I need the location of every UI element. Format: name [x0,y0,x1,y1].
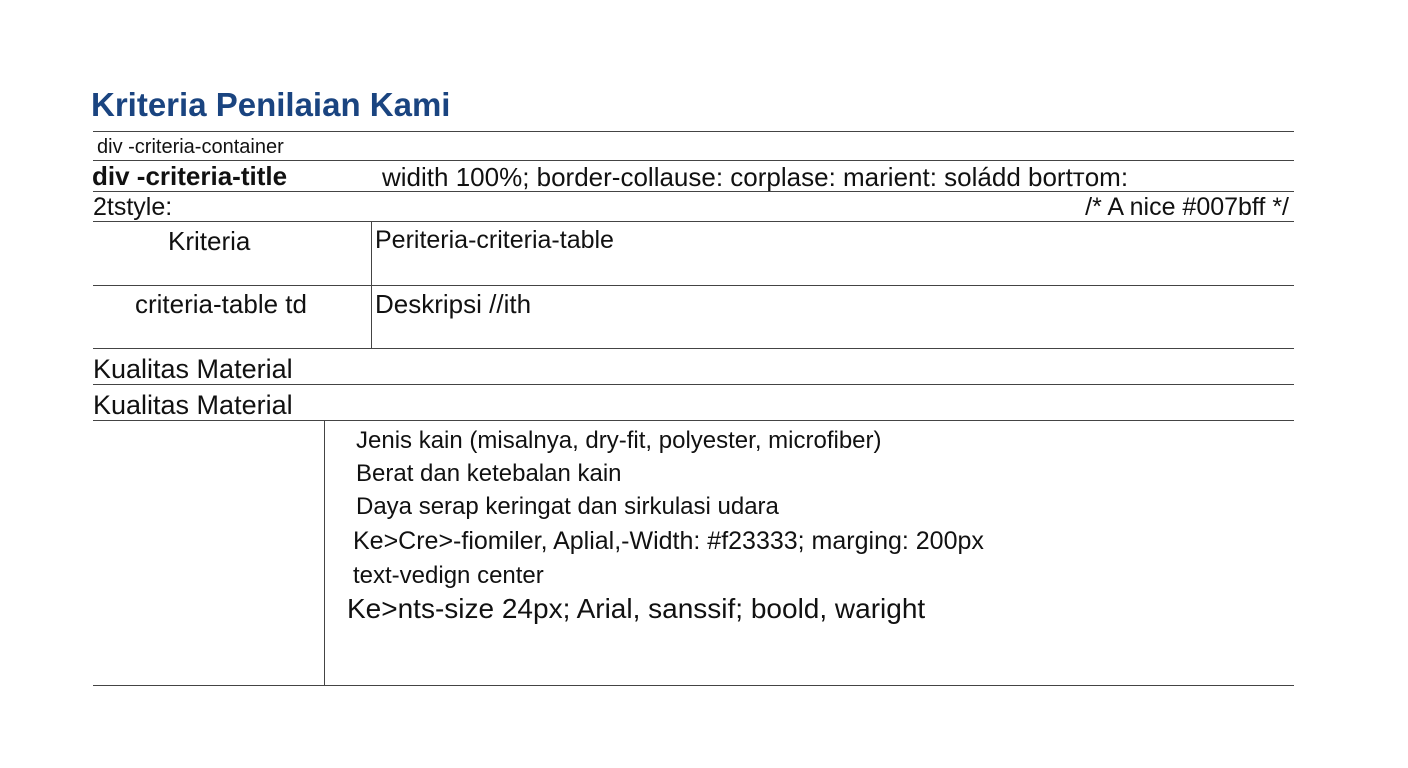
table-subheader-description: Deskripsi //ith [375,289,532,319]
divider [93,191,1294,192]
divider [93,131,1294,132]
section-label: Kualitas Material [93,354,293,384]
divider [93,348,1294,349]
container-label: div -criteria-container [97,136,284,158]
table-header-criteria: Kriteria [168,226,251,256]
detail-item: Ke>Cre>-fiomiler, Aplial,-Width: #f23333; marging: 200px [353,527,984,555]
style-label: 2tstyle: [93,193,173,221]
page-title: Kriteria Penilaian Kami [91,86,451,123]
divider [93,420,1294,421]
column-divider [324,420,325,685]
style-comment: /* A nice #007bff */ [1085,193,1289,221]
detail-item: text-vedign center [353,562,544,589]
detail-item: Daya serap keringat dan sirkulasi udara [356,493,779,520]
divider [93,285,1294,286]
divider [93,384,1294,385]
section-label: Kualitas Material [93,390,293,420]
table-header-description: Periteria-criteria-table [375,226,614,254]
column-divider [371,221,372,348]
detail-item: Berat dan ketebalan kain [356,460,622,487]
criteria-title-style: widith 100%; border-collause: corplase: marient: soládd bortтom: [382,162,1129,192]
detail-item: Ke>nts-size 24px; Arial, sanssif; boold, waright [347,593,926,624]
criteria-title-label: div -criteria-title [92,161,288,191]
detail-item: Jenis kain (misalnya, dry-fit, polyester, microfiber) [356,427,882,454]
divider [93,221,1294,222]
table-subheader-criteria: criteria-table td [135,289,307,319]
divider [93,685,1294,686]
